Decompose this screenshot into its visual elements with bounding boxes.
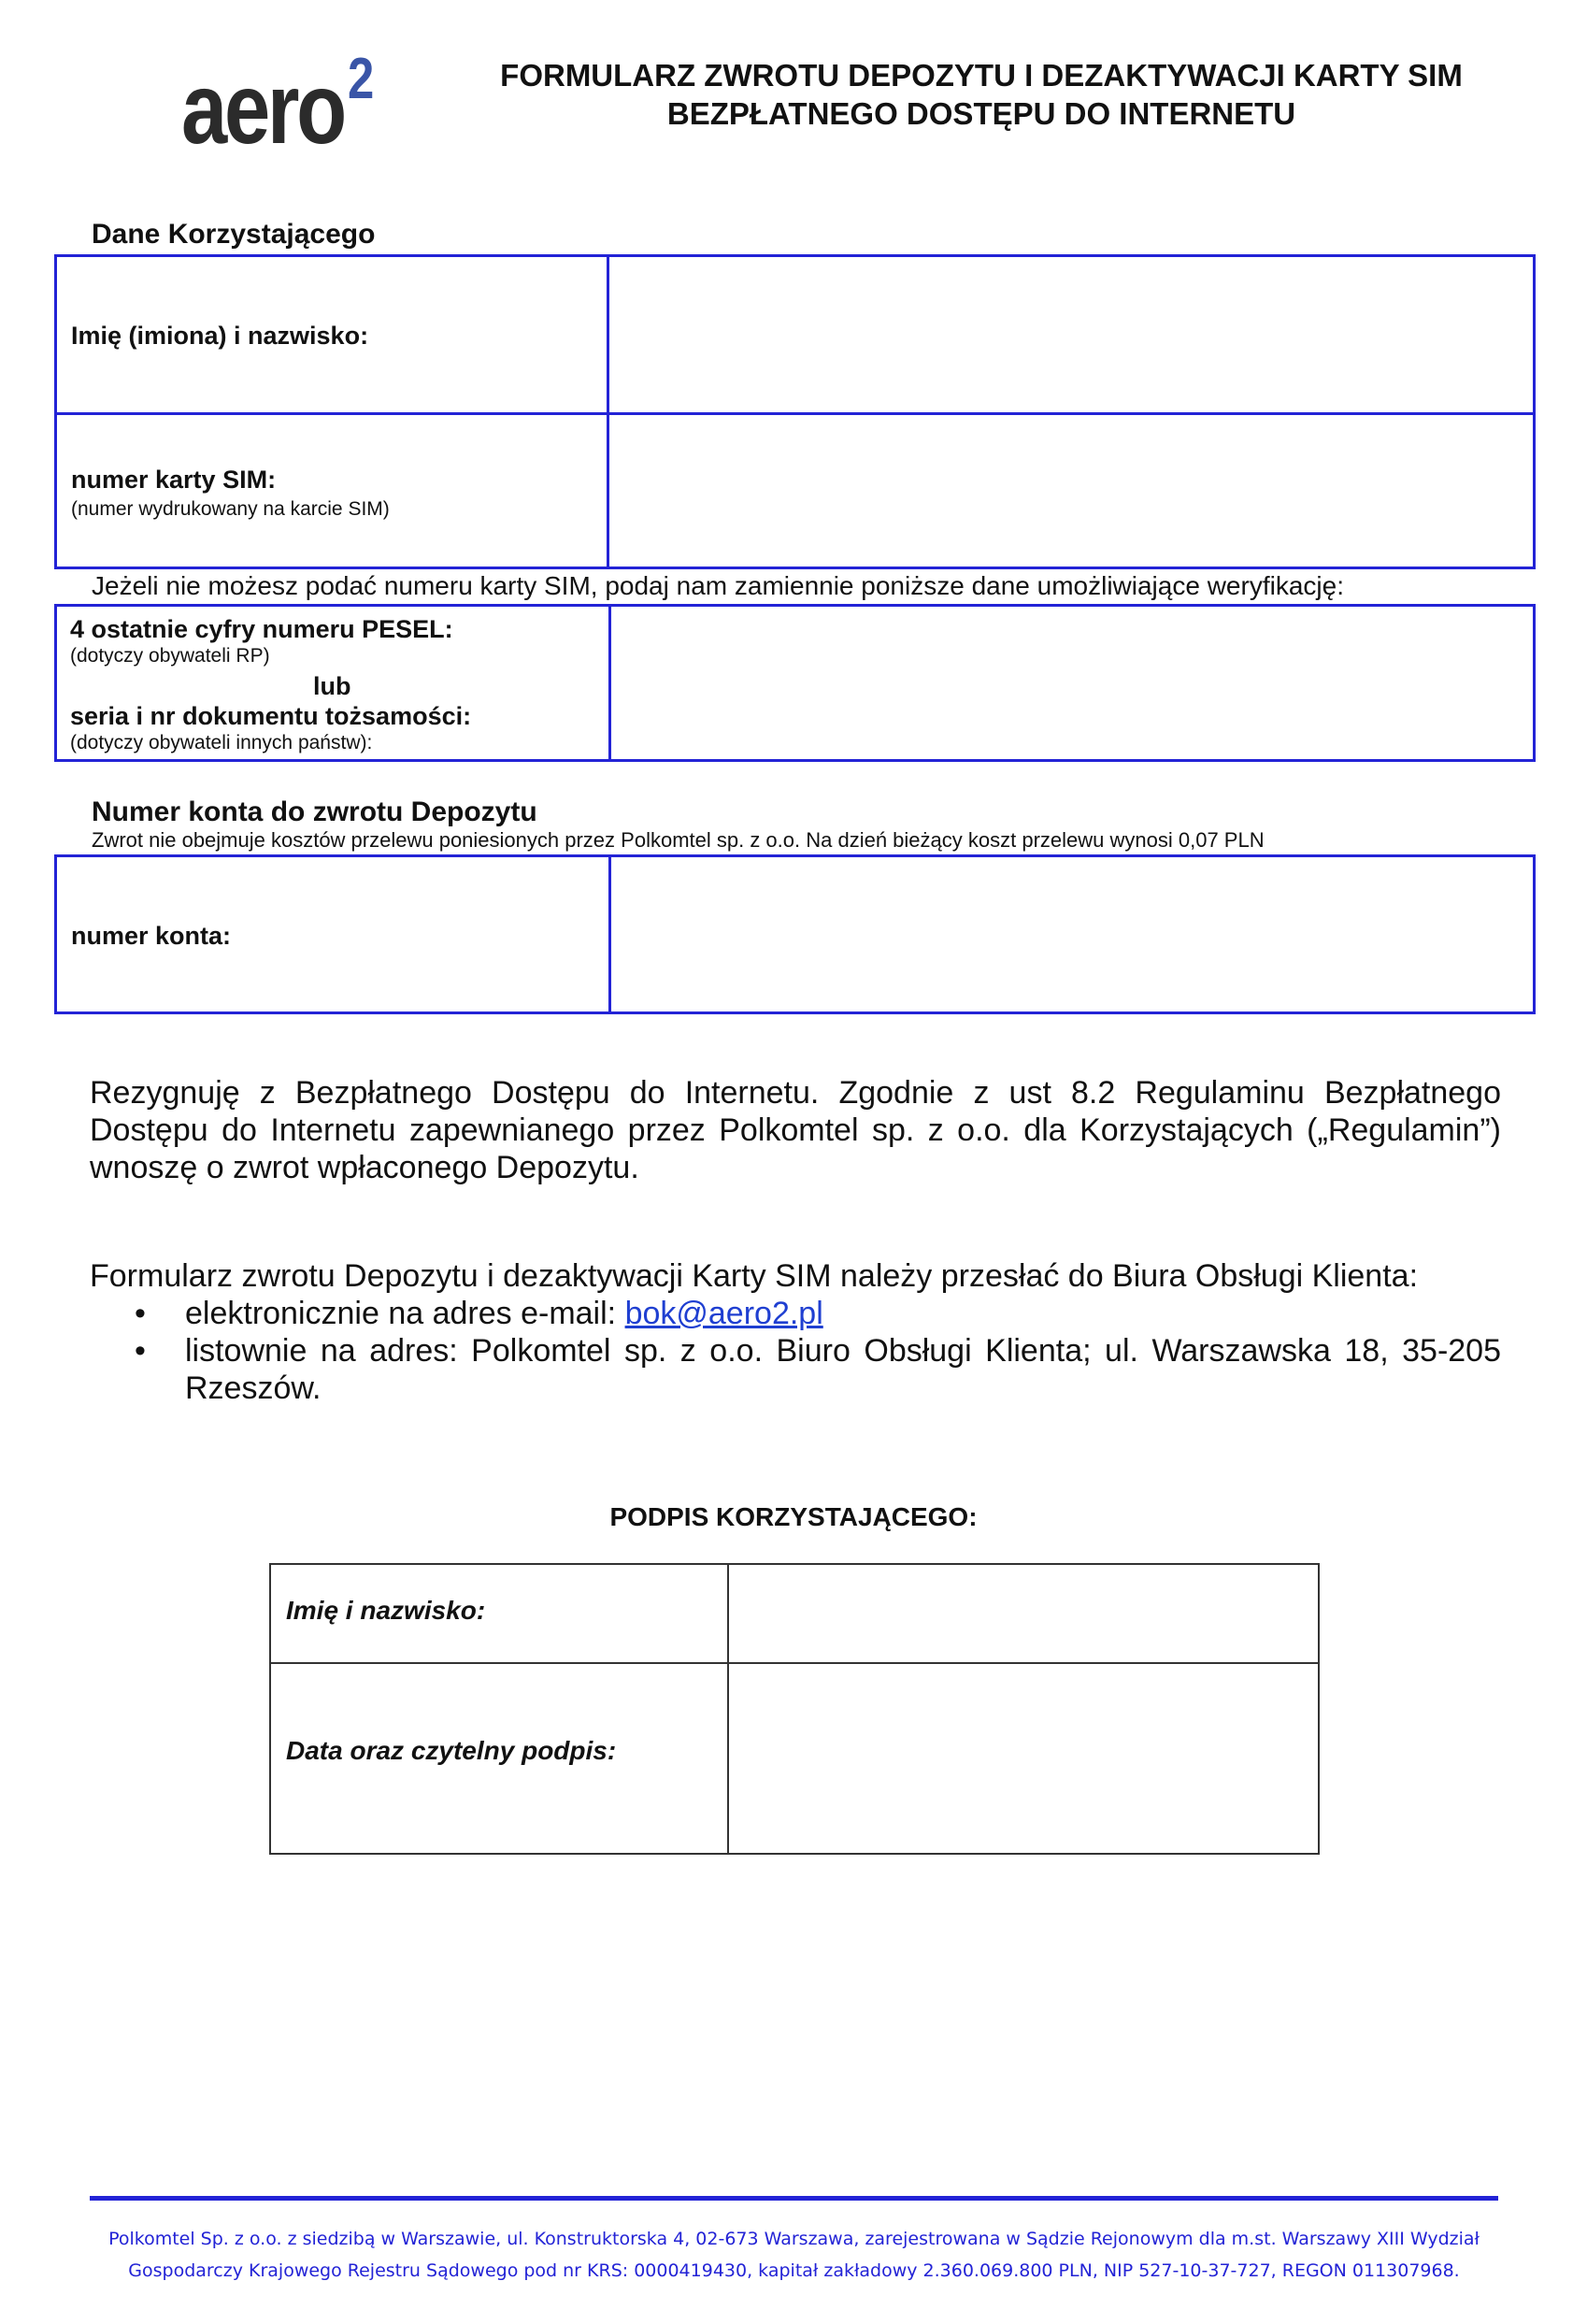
declaration-line: Rezygnuję z Bezpłatnego Dostępu do Internetu. Zgodnie z ust 8.2 Regulaminu Bezpłatnego xyxy=(90,1075,1501,1111)
footer-line: Polkomtel Sp. z o.o. z siedzibą w Warszawie, ul. Konstruktorska 4, 02-673 Warszawa, zarejestrowana w Sądzie Rejonowym dla m.st. Warszawy XIII Wydział xyxy=(108,2229,1480,2249)
user-section-heading: Dane Korzystającego xyxy=(92,219,376,250)
table-row-divider xyxy=(57,412,1533,415)
user-data-table xyxy=(54,254,1536,569)
account-number-label: numer konta: xyxy=(71,922,232,950)
form-title-line1: FORMULARZ ZWROTU DEPOZYTU I DEZAKTYWACJI KARTY SIM xyxy=(500,58,1463,93)
table-divider xyxy=(608,857,611,1011)
list-item xyxy=(90,1332,1501,1407)
email-prefix: elektronicznie na adres e-mail: xyxy=(185,1296,625,1331)
declaration-line: Dostępu do Internetu zapewnianego przez Polkomtel sp. z o.o. dla Korzystających („Regulamin”) xyxy=(90,1112,1501,1148)
logo-superscript: 2 xyxy=(348,47,375,111)
id-document-hint: (dotyczy obywateli innych państw): xyxy=(70,732,373,753)
footer-line: Gospodarczy Krajowego Rejestru Sądowego pod nr KRS: 0000419430, kapitał zakładowy 2.360.069.800 PLN, NIP 527-10-37-727, REGON 011307968. xyxy=(128,2260,1460,2281)
email-link[interactable]: bok@aero2.pl xyxy=(624,1296,823,1331)
sim-number-input[interactable] xyxy=(612,418,1528,566)
verification-input[interactable] xyxy=(614,610,1530,759)
table-row-divider xyxy=(271,1662,1318,1664)
name-input[interactable] xyxy=(612,260,1528,409)
name-label: Imię (imiona) i nazwisko: xyxy=(71,322,369,350)
or-text: lub xyxy=(313,672,351,700)
signature-table xyxy=(269,1563,1320,1855)
signature-date-label: Data oraz czytelny podpis: xyxy=(286,1736,617,1765)
footer-legal xyxy=(90,2223,1498,2287)
verification-table xyxy=(54,604,1536,762)
form-title xyxy=(439,56,1523,133)
bullet-icon: • xyxy=(135,1333,146,1369)
form-title-line2: BEZPŁATNEGO DOSTĘPU DO INTERNETU xyxy=(666,96,1296,131)
bullet-icon: • xyxy=(135,1296,146,1331)
signature-name-label: Imię i nazwisko: xyxy=(286,1596,486,1625)
account-number-input[interactable] xyxy=(614,860,1530,1010)
list-item xyxy=(90,1295,1501,1332)
id-document-label: seria i nr dokumentu tożsamości: xyxy=(70,702,472,730)
sim-label: numer karty SIM: xyxy=(71,466,277,494)
verification-intro: Jeżeli nie możesz podać numeru karty SIM, podaj nam zamiennie poniższe dane umożliwiające weryfikację: xyxy=(92,571,1344,600)
pesel-label: 4 ostatnie cyfry numeru PESEL: xyxy=(70,615,453,643)
declaration-paragraph xyxy=(90,1074,1501,1186)
signature-name-input[interactable] xyxy=(731,1565,1318,1660)
postal-address-line: Rzeszów. xyxy=(185,1370,322,1406)
table-divider xyxy=(608,607,611,759)
account-table xyxy=(54,854,1536,1014)
footer-divider xyxy=(90,2196,1498,2201)
sim-label-group xyxy=(71,465,390,521)
logo-wordmark: aero xyxy=(181,51,344,165)
submission-instructions xyxy=(90,1257,1501,1407)
declaration-line: wnoszę o zwrot wpłaconego Depozytu. xyxy=(90,1150,639,1185)
submission-intro: Formularz zwrotu Depozytu i dezaktywacji Karty SIM należy przesłać do Biura Obsługi Klienta: xyxy=(90,1258,1419,1294)
table-divider xyxy=(727,1565,729,1853)
signature-date-input[interactable] xyxy=(731,1666,1318,1853)
pesel-hint: (dotyczy obywateli RP) xyxy=(70,645,270,667)
account-section-heading: Numer konta do zwrotu Depozytu xyxy=(92,796,537,827)
sim-hint: (numer wydrukowany na karcie SIM) xyxy=(71,498,390,520)
verification-labels xyxy=(70,614,603,754)
account-note: Zwrot nie obejmuje kosztów przelewu poniesionych przez Polkomtel sp. z o.o. Na dzień bieżący koszt przelewu wynosi 0,07 PLN xyxy=(92,828,1265,852)
signature-heading: PODPIS KORZYSTAJĄCEGO: xyxy=(609,1502,978,1531)
postal-address-line: listownie na adres: Polkomtel sp. z o.o. Biuro Obsługi Klienta; ul. Warszawska 18, 35-205 xyxy=(185,1333,1501,1369)
